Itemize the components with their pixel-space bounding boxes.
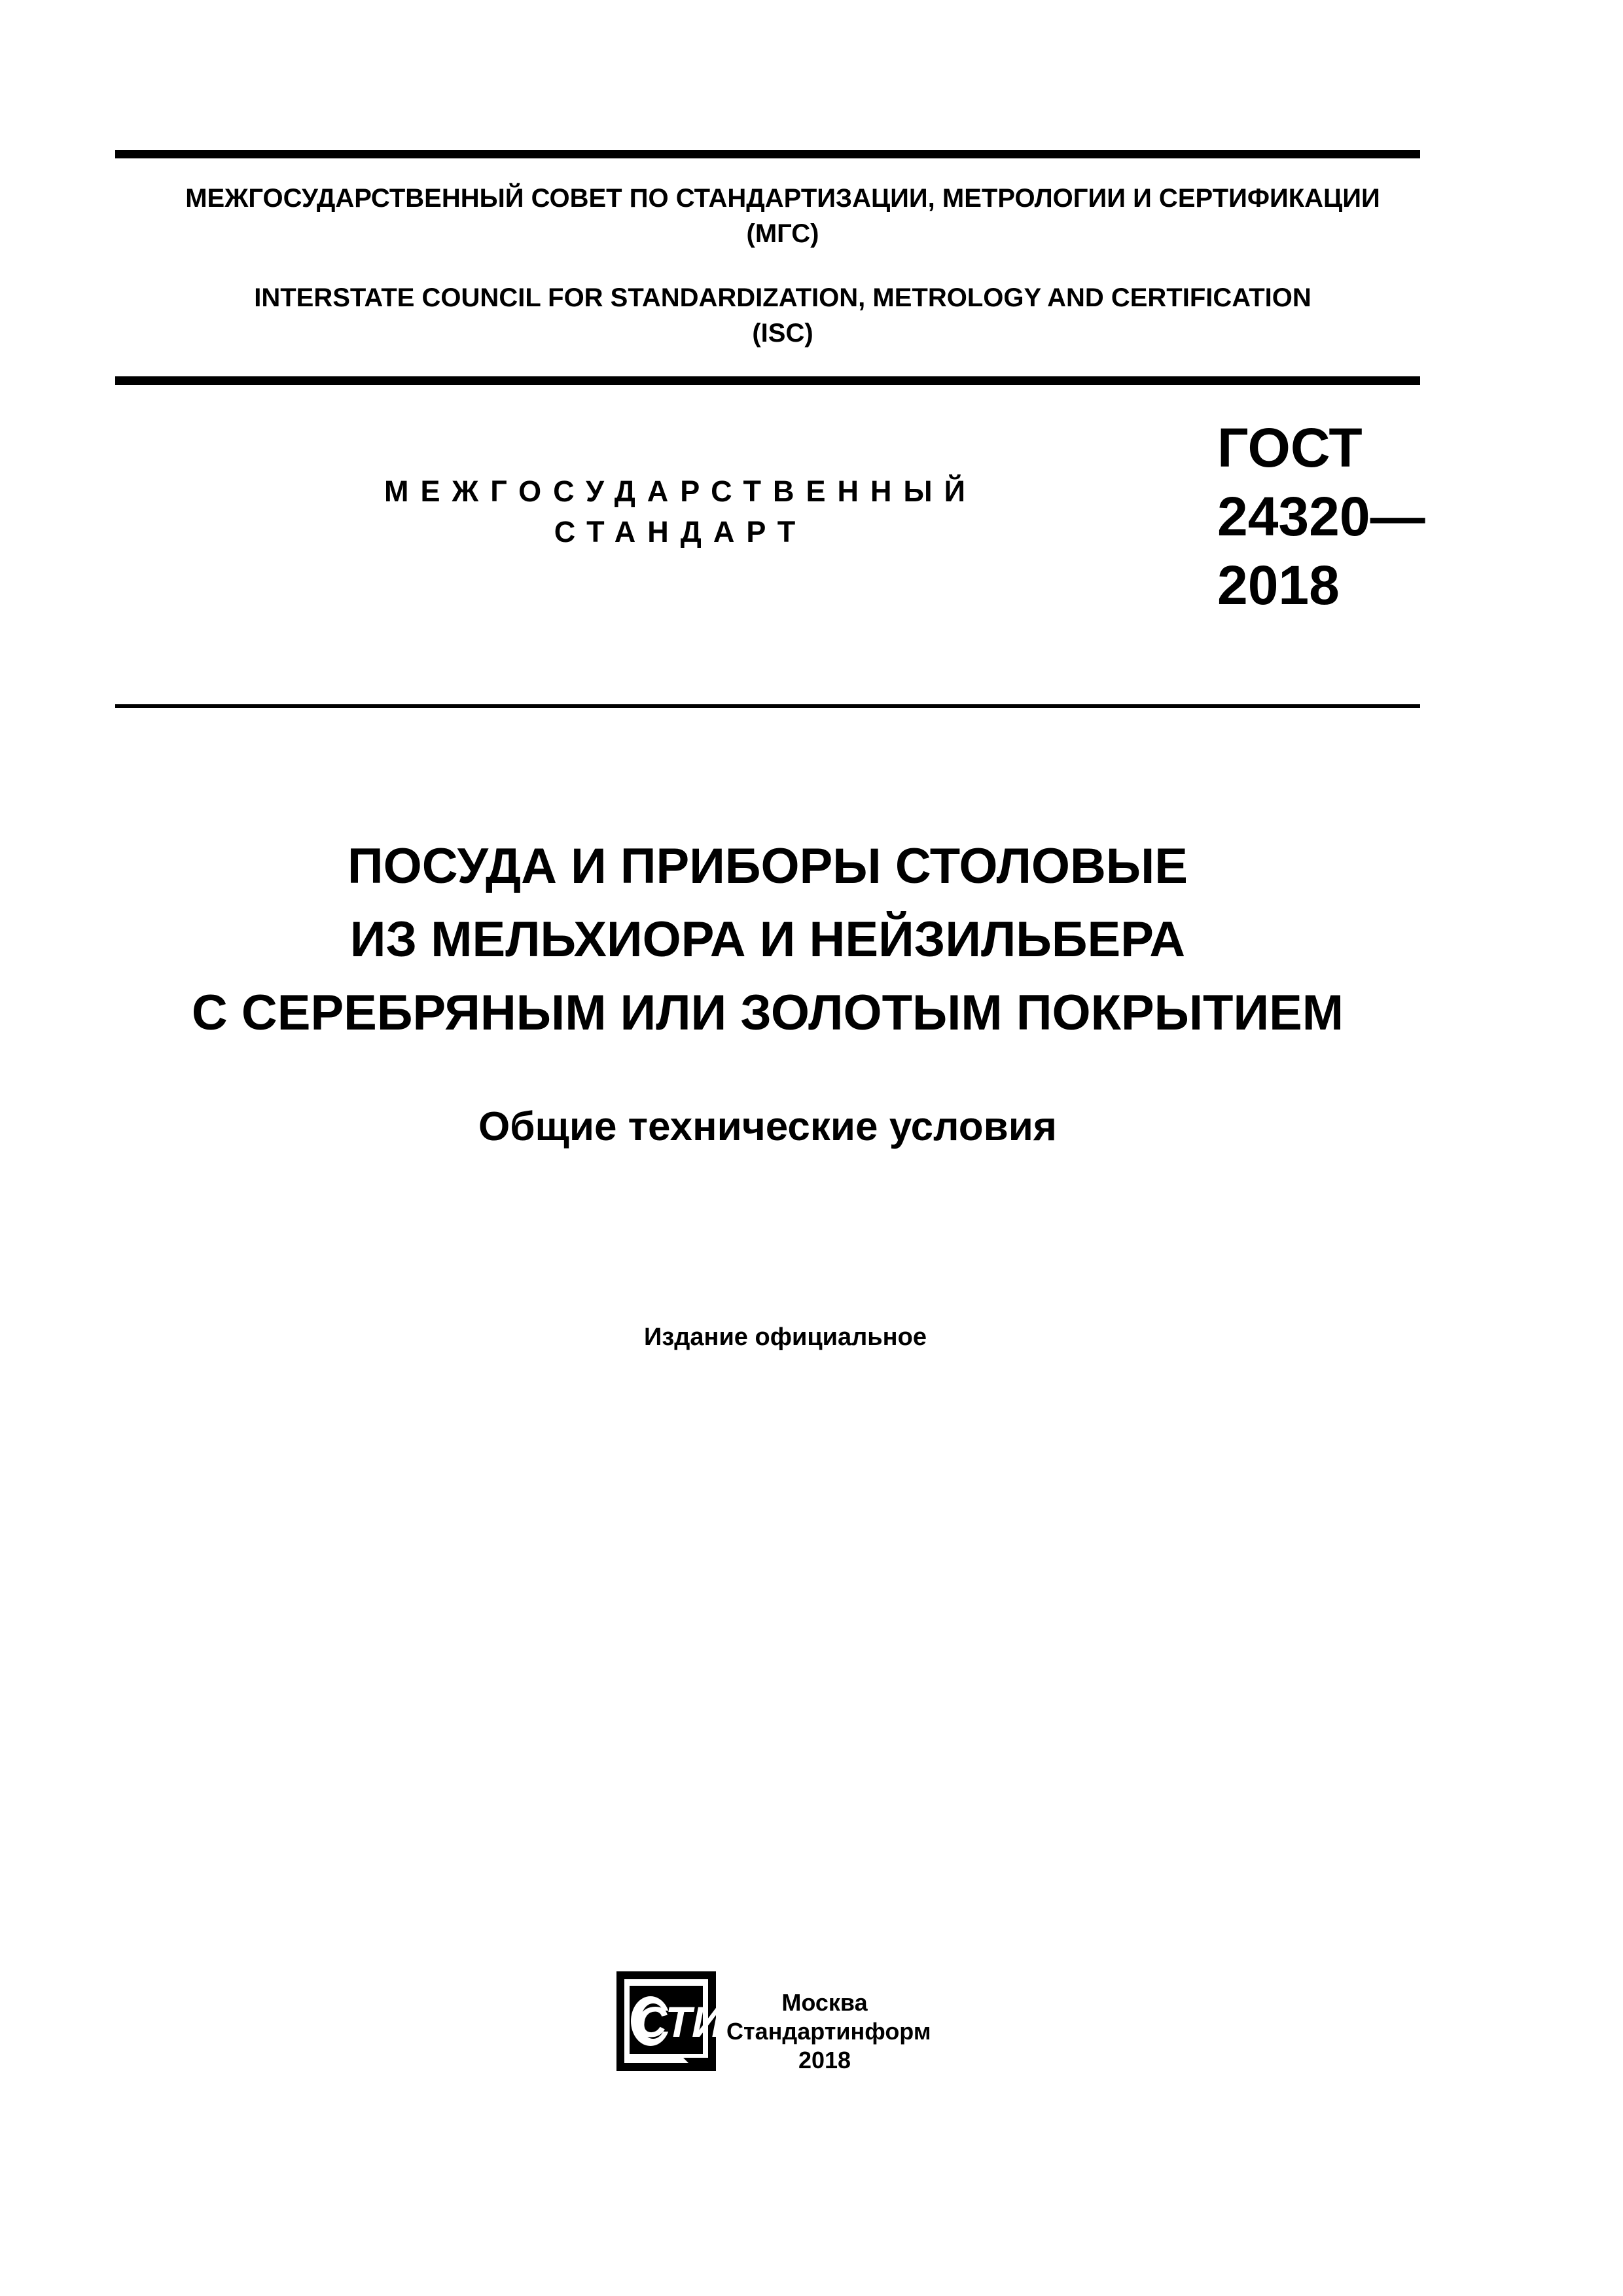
- title-line-2: ИЗ МЕЛЬХИОРА И НЕЙЗИЛЬБЕРА: [349, 912, 1186, 967]
- title-line-1: ПОСУДА И ПРИБОРЫ СТОЛОВЫЕ: [348, 838, 1188, 894]
- standard-code-year: 2018: [1217, 554, 1340, 616]
- imprint: [726, 1988, 931, 2075]
- standard-code: [1217, 414, 1425, 620]
- council-abbr-en: (ISC): [752, 319, 813, 348]
- document-subtitle: Общие технические условия: [478, 1104, 1057, 1149]
- imprint-publisher: Стандартинформ: [726, 2018, 931, 2045]
- standard-kind-line-1: МЕЖГОСУДАРСТВЕННЫЙ: [384, 475, 977, 508]
- document-title: [115, 830, 1420, 1050]
- imprint-year: 2018: [798, 2047, 851, 2073]
- council-name-ru: [115, 181, 1450, 251]
- standard-code-prefix: ГОСТ: [1217, 417, 1363, 478]
- standartinform-logo-icon: [614, 1969, 719, 2073]
- designation-rule: [115, 704, 1420, 708]
- council-abbr-ru: (МГС): [746, 219, 819, 248]
- logo-text: СТИ: [635, 1998, 719, 2046]
- edition-note: Издание официальное: [644, 1323, 927, 1351]
- title-line-3: С СЕРЕБРЯНЫМ ИЛИ ЗОЛОТЫМ ПОКРЫТИЕМ: [191, 985, 1344, 1041]
- imprint-city: Москва: [781, 1989, 868, 2016]
- standard-code-number: 24320—: [1217, 486, 1425, 547]
- council-name-en-line: INTERSTATE COUNCIL FOR STANDARDIZATION, METROLOGY AND CERTIFICATION: [254, 283, 1311, 312]
- standard-kind: [353, 471, 1008, 552]
- top-rule: [115, 150, 1420, 158]
- council-name-en: [115, 280, 1450, 351]
- council-name-ru-line: МЕЖГОСУДАРСТВЕННЫЙ СОВЕТ ПО СТАНДАРТИЗАЦИИ, МЕТРОЛОГИИ И СЕРТИФИКАЦИИ: [185, 184, 1380, 213]
- standard-kind-line-2: СТАНДАРТ: [554, 515, 808, 548]
- header-bottom-rule: [115, 376, 1420, 385]
